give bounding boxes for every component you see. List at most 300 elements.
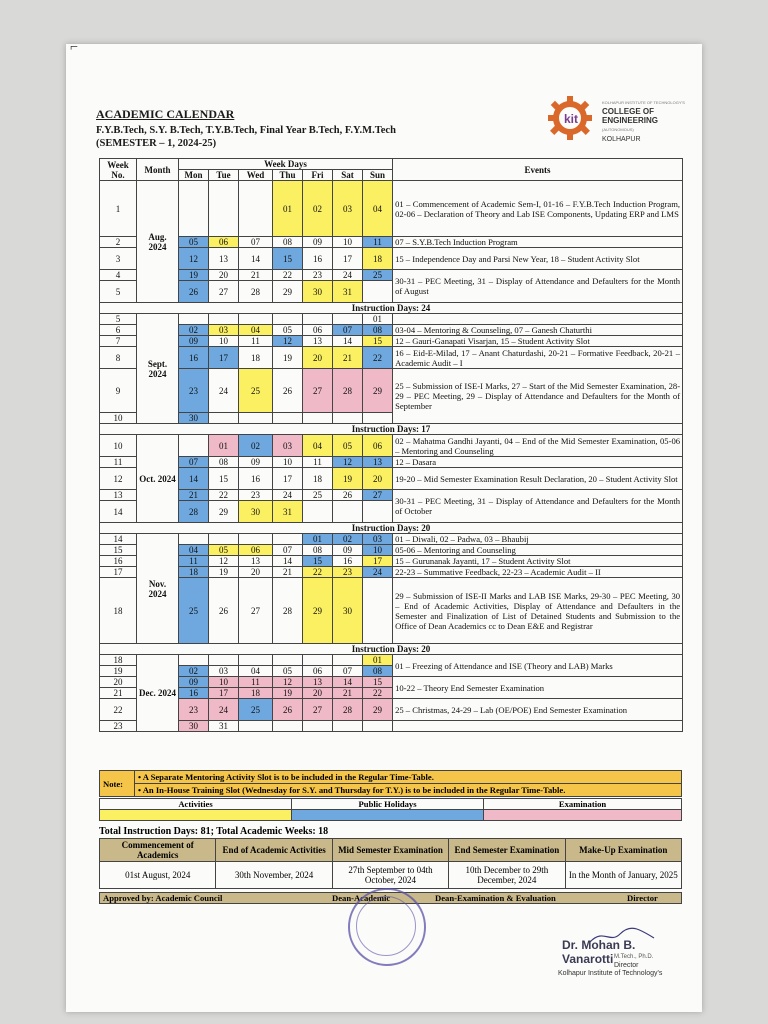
day-cell: 24: [363, 567, 393, 578]
day-cell: 04: [239, 666, 273, 677]
day-cell: 28: [273, 578, 303, 644]
day-cell: 24: [209, 699, 239, 721]
day-cell: 17: [363, 556, 393, 567]
day-cell: 04: [239, 325, 273, 336]
day-cell: 27: [303, 369, 333, 413]
week-number: 14: [100, 534, 137, 545]
day-cell: [333, 314, 363, 325]
logo-line4: (AUTONOMOUS): [602, 127, 634, 132]
event-text: 12 – Dasara: [393, 457, 683, 468]
day-cell: [209, 655, 239, 666]
day-cell: [239, 314, 273, 325]
day-cell: 08: [209, 457, 239, 468]
day-cell: [179, 314, 209, 325]
day-cell: 07: [333, 666, 363, 677]
day-cell: [363, 721, 393, 732]
month-name: Sept. 2024: [137, 314, 179, 424]
day-cell: 03: [209, 325, 239, 336]
day-cell: 20: [303, 347, 333, 369]
month-name: Aug. 2024: [137, 181, 179, 303]
kd-val-mid-sem: 27th September to 04th October, 2024: [332, 862, 448, 889]
day-cell: [209, 314, 239, 325]
week-number: 5: [100, 281, 137, 303]
day-cell: 04: [363, 181, 393, 237]
note-box: [99, 770, 682, 797]
day-cell: 19: [273, 347, 303, 369]
day-cell: 01: [209, 435, 239, 457]
col-fri: Fri: [303, 170, 333, 181]
day-cell: 06: [363, 435, 393, 457]
day-cell: 25: [239, 699, 273, 721]
table-row: [100, 721, 683, 732]
day-cell: 10: [209, 677, 239, 688]
day-cell: [363, 501, 393, 523]
legend-exam-swatch: [484, 810, 682, 821]
table-row: [100, 314, 683, 325]
kd-head-end-sem: End Semester Examination: [449, 839, 565, 862]
day-cell: 12: [179, 248, 209, 270]
day-cell: 07: [179, 457, 209, 468]
table-row: [100, 347, 683, 369]
day-cell: 25: [303, 490, 333, 501]
day-cell: 03: [333, 181, 363, 237]
legend-activities-swatch: [100, 810, 292, 821]
day-cell: 20: [209, 270, 239, 281]
instruction-days-row: [100, 303, 683, 314]
programs-line: F.Y.B.Tech, S.Y. B.Tech, T.Y.B.Tech, Final Year B.Tech, F.Y.M.Tech: [96, 125, 396, 136]
day-cell: 12: [209, 556, 239, 567]
day-cell: 21: [179, 490, 209, 501]
day-cell: 21: [333, 347, 363, 369]
day-cell: 29: [209, 501, 239, 523]
day-cell: [179, 655, 209, 666]
day-cell: [179, 534, 209, 545]
day-cell: 18: [303, 468, 333, 490]
week-number: 12: [100, 468, 137, 490]
day-cell: 21: [333, 688, 363, 699]
day-cell: 18: [179, 567, 209, 578]
day-cell: 06: [239, 545, 273, 556]
kd-val-end-activities: 30th November, 2024: [216, 862, 332, 889]
kd-val-end-sem: 10th December to 29th December, 2024: [449, 862, 565, 889]
event-text: 07 – S.Y.B.Tech Induction Program: [393, 237, 683, 248]
day-cell: 07: [333, 325, 363, 336]
day-cell: 05: [273, 666, 303, 677]
week-number: 19: [100, 666, 137, 677]
table-row: [100, 237, 683, 248]
page-title: ACADEMIC CALENDAR: [96, 107, 235, 121]
week-number: 23: [100, 721, 137, 732]
table-row: [100, 270, 683, 281]
day-cell: 05: [209, 545, 239, 556]
event-text: 30-31 – PEC Meeting, 31 – Display of Attendance and Defaulters for the Month of August: [393, 270, 683, 303]
day-cell: 05: [179, 237, 209, 248]
day-cell: 07: [273, 545, 303, 556]
day-cell: 12: [273, 677, 303, 688]
day-cell: [239, 721, 273, 732]
day-cell: 06: [209, 237, 239, 248]
day-cell: 19: [273, 688, 303, 699]
table-row: [100, 699, 683, 721]
day-cell: 24: [273, 490, 303, 501]
day-cell: 20: [303, 688, 333, 699]
day-cell: 16: [179, 347, 209, 369]
day-cell: 30: [239, 501, 273, 523]
note-line-1: • A Separate Mentoring Activity Slot is to be included in the Regular Time-Table.: [135, 771, 682, 784]
event-text: 12 – Gauri-Ganapati Visarjan, 15 – Student Activity Slot: [393, 336, 683, 347]
legend-activities-label: Activities: [100, 799, 292, 810]
day-cell: 23: [333, 567, 363, 578]
day-cell: [363, 413, 393, 424]
director-designation: Director: [614, 962, 639, 969]
event-text: 25 – Christmas, 24-29 – Lab (OE/POE) End Semester Examination: [393, 699, 683, 721]
instruction-days: Instruction Days: 20: [100, 523, 683, 534]
day-cell: 06: [303, 325, 333, 336]
event-text: 01 – Freezing of Attendance and ISE (Theory and LAB) Marks: [393, 655, 683, 677]
week-number: 15: [100, 545, 137, 556]
day-cell: 26: [273, 699, 303, 721]
day-cell: 17: [209, 347, 239, 369]
day-cell: [363, 281, 393, 303]
day-cell: 13: [303, 336, 333, 347]
week-number: 9: [100, 369, 137, 413]
logo-line2: COLLEGE OF: [602, 107, 654, 116]
day-cell: 31: [209, 721, 239, 732]
table-row: [100, 468, 683, 490]
day-cell: 02: [333, 534, 363, 545]
note-line-2: • An In-House Training Slot (Wednesday for S.Y. and Thursday for T.Y.) is to be included in the Regular Time-Table.: [135, 784, 682, 797]
day-cell: 30: [333, 578, 363, 644]
day-cell: 12: [273, 336, 303, 347]
col-week: Week No.: [100, 159, 137, 181]
day-cell: 05: [273, 325, 303, 336]
day-cell: 09: [333, 545, 363, 556]
day-cell: 10: [273, 457, 303, 468]
col-sun: Sun: [363, 170, 393, 181]
day-cell: 20: [363, 468, 393, 490]
day-cell: [179, 181, 209, 237]
day-cell: 14: [273, 556, 303, 567]
day-cell: 20: [239, 567, 273, 578]
event-text: [393, 721, 683, 732]
week-number: 20: [100, 677, 137, 688]
day-cell: 14: [333, 336, 363, 347]
day-cell: 19: [333, 468, 363, 490]
week-number: 14: [100, 501, 137, 523]
day-cell: 25: [179, 578, 209, 644]
day-cell: 11: [239, 336, 273, 347]
day-cell: 28: [239, 281, 273, 303]
week-number: 6: [100, 325, 137, 336]
day-cell: 19: [179, 270, 209, 281]
event-text: 05-06 – Mentoring and Counseling: [393, 545, 683, 556]
week-number: 3: [100, 248, 137, 270]
week-number: 8: [100, 347, 137, 369]
day-cell: [239, 655, 273, 666]
day-cell: 13: [239, 556, 273, 567]
day-cell: 22: [303, 567, 333, 578]
kd-head-end-activities: End of Academic Activities: [216, 839, 332, 862]
note-text-2: An In-House Training Slot (Wednesday for S.Y. and Thursday for T.Y.) is to be included in the Regular Time-Table.: [142, 785, 566, 795]
week-number: 17: [100, 567, 137, 578]
day-cell: 15: [363, 336, 393, 347]
table-row: [100, 578, 683, 644]
table-row: [100, 545, 683, 556]
day-cell: 04: [303, 435, 333, 457]
kd-head-makeup: Make-Up Examination: [565, 839, 681, 862]
legend-holidays-label: Public Holidays: [292, 799, 484, 810]
day-cell: 04: [179, 545, 209, 556]
day-cell: 22: [209, 490, 239, 501]
day-cell: 24: [333, 270, 363, 281]
day-cell: 03: [273, 435, 303, 457]
day-cell: 25: [239, 369, 273, 413]
legend-exam-label: Examination: [484, 799, 682, 810]
note-label: Note:: [100, 771, 135, 797]
day-cell: 12: [333, 457, 363, 468]
week-number: 4: [100, 270, 137, 281]
day-cell: 11: [303, 457, 333, 468]
week-number: 11: [100, 457, 137, 468]
week-number: 18: [100, 655, 137, 666]
week-number: 18: [100, 578, 137, 644]
day-cell: 16: [303, 248, 333, 270]
day-cell: 27: [363, 490, 393, 501]
day-cell: 26: [209, 578, 239, 644]
day-cell: [303, 314, 333, 325]
event-text: 01 – Diwali, 02 – Padwa, 03 – Bhaubij: [393, 534, 683, 545]
day-cell: 18: [363, 248, 393, 270]
event-text: [393, 314, 683, 325]
week-number: 1: [100, 181, 137, 237]
event-text: 15 – Independence Day and Parsi New Year, 18 – Student Activity Slot: [393, 248, 683, 270]
day-cell: 02: [179, 325, 209, 336]
day-cell: 26: [333, 490, 363, 501]
day-cell: 02: [239, 435, 273, 457]
college-logo: [548, 96, 688, 142]
director-name: Dr. Mohan B. Vanarotti: [562, 938, 636, 966]
day-cell: [303, 501, 333, 523]
day-cell: [273, 413, 303, 424]
day-cell: 10: [333, 237, 363, 248]
day-cell: 26: [273, 369, 303, 413]
week-number: 21: [100, 688, 137, 699]
col-tue: Tue: [209, 170, 239, 181]
event-text: 01 – Commencement of Academic Sem-I, 01-16 – F.Y.B.Tech Induction Program, 02-06 – Declaration of Theory and Lab ISE Components, Updating ERP and LMS: [393, 181, 683, 237]
day-cell: [333, 655, 363, 666]
event-text: 02 – Mahatma Gandhi Jayanti, 04 – End of the Mid Semester Examination, 05-06 – Mentoring and Counseling: [393, 435, 683, 457]
day-cell: [239, 534, 273, 545]
day-cell: 09: [303, 237, 333, 248]
day-cell: 09: [179, 677, 209, 688]
director-qualification: M.Tech., Ph.D.: [614, 954, 654, 960]
day-cell: 09: [239, 457, 273, 468]
dean-academic: Dean-Academic: [332, 893, 391, 903]
instruction-days-row: [100, 523, 683, 534]
event-text: 19-20 – Mid Semester Examination Result Declaration, 20 – Student Activity Slot: [393, 468, 683, 490]
day-cell: 10: [209, 336, 239, 347]
day-cell: 29: [363, 699, 393, 721]
day-cell: 13: [209, 248, 239, 270]
day-cell: 14: [333, 677, 363, 688]
table-row: [100, 369, 683, 413]
day-cell: [303, 413, 333, 424]
day-cell: 15: [363, 677, 393, 688]
day-cell: 02: [303, 181, 333, 237]
day-cell: 27: [239, 578, 273, 644]
col-events: Events: [393, 159, 683, 181]
day-cell: 21: [273, 567, 303, 578]
week-number: 5: [100, 314, 137, 325]
day-cell: 09: [179, 336, 209, 347]
day-cell: 28: [179, 501, 209, 523]
event-text: 25 – Submission of ISE-I Marks, 27 – Start of the Mid Semester Examination, 28-29 – PEC Meeting, 29 – Display of Attendance and Defaulters for the Month of September: [393, 369, 683, 424]
day-cell: 15: [303, 556, 333, 567]
instruction-days: Instruction Days: 17: [100, 424, 683, 435]
table-row: [100, 567, 683, 578]
day-cell: [273, 721, 303, 732]
col-wed: Wed: [239, 170, 273, 181]
day-cell: 11: [363, 237, 393, 248]
month-name: Nov. 2024: [137, 534, 179, 644]
week-number: 13: [100, 490, 137, 501]
day-cell: [239, 181, 273, 237]
logo-line3: ENGINEERING: [602, 116, 659, 125]
day-cell: 11: [179, 556, 209, 567]
day-cell: 24: [209, 369, 239, 413]
day-cell: 22: [363, 688, 393, 699]
table-row: [100, 534, 683, 545]
col-sat: Sat: [333, 170, 363, 181]
day-cell: 02: [179, 666, 209, 677]
day-cell: 01: [363, 655, 393, 666]
instruction-days-row: [100, 644, 683, 655]
week-number: 2: [100, 237, 137, 248]
instruction-days: Instruction Days: 20: [100, 644, 683, 655]
table-row: [100, 655, 683, 666]
day-cell: 14: [179, 468, 209, 490]
table-row: [100, 181, 683, 237]
gear-logo-icon: [548, 96, 592, 140]
day-cell: 08: [303, 545, 333, 556]
day-cell: 08: [363, 666, 393, 677]
day-cell: 31: [333, 281, 363, 303]
scan-mark: ⌐: [70, 40, 78, 55]
day-cell: 08: [273, 237, 303, 248]
day-cell: [363, 578, 393, 644]
day-cell: 21: [239, 270, 273, 281]
totals-line: Total Instruction Days: 81; Total Academic Weeks: 18: [99, 826, 329, 837]
kd-head-mid-sem: Mid Semester Examination: [332, 839, 448, 862]
logo-line5: KOLHAPUR: [602, 136, 641, 143]
day-cell: 13: [303, 677, 333, 688]
day-cell: 05: [333, 435, 363, 457]
day-cell: [209, 534, 239, 545]
table-row: [100, 677, 683, 688]
day-cell: 16: [333, 556, 363, 567]
day-cell: 13: [363, 457, 393, 468]
key-dates-table: [99, 838, 682, 889]
day-cell: 29: [363, 369, 393, 413]
day-cell: 26: [179, 281, 209, 303]
event-text: 03-04 – Mentoring & Counseling, 07 – Ganesh Chaturthi: [393, 325, 683, 336]
week-number: 10: [100, 413, 137, 424]
director-signature: [528, 926, 688, 984]
day-cell: 29: [303, 578, 333, 644]
kd-val-commencement: 01st August, 2024: [100, 862, 216, 889]
approved-by: Approved by: Academic Council: [103, 893, 223, 903]
day-cell: 30: [179, 413, 209, 424]
day-cell: 17: [333, 248, 363, 270]
day-cell: 07: [239, 237, 273, 248]
week-number: 22: [100, 699, 137, 721]
director-label: Director: [627, 893, 658, 903]
day-cell: 23: [179, 699, 209, 721]
table-row: [100, 325, 683, 336]
week-number: 10: [100, 435, 137, 457]
day-cell: [333, 413, 363, 424]
day-cell: 17: [273, 468, 303, 490]
month-name: Oct. 2024: [137, 435, 179, 523]
day-cell: 19: [209, 567, 239, 578]
day-cell: [333, 721, 363, 732]
day-cell: 18: [239, 688, 273, 699]
day-cell: 16: [179, 688, 209, 699]
color-legend: [99, 798, 682, 821]
day-cell: 27: [209, 281, 239, 303]
day-cell: 11: [239, 677, 273, 688]
svg-text:kit: kit: [564, 112, 579, 126]
day-cell: [303, 655, 333, 666]
day-cell: [273, 314, 303, 325]
kd-val-makeup: In the Month of January, 2025: [565, 862, 681, 889]
event-text: 16 – Eid-E-Milad, 17 – Anant Chaturdashi, 20-21 – Formative Feedback, 20-21 – Academic Audit – I: [393, 347, 683, 369]
table-row: [100, 248, 683, 270]
kd-head-commencement: Commencement of Academics: [100, 839, 216, 862]
day-cell: [333, 501, 363, 523]
day-cell: [179, 435, 209, 457]
day-cell: 30: [179, 721, 209, 732]
day-cell: 23: [303, 270, 333, 281]
table-row: [100, 435, 683, 457]
day-cell: [209, 181, 239, 237]
col-weekdays: Week Days: [179, 159, 393, 170]
calendar-table: [99, 158, 683, 732]
col-thu: Thu: [273, 170, 303, 181]
day-cell: 01: [273, 181, 303, 237]
week-number: 16: [100, 556, 137, 567]
calendar-header: [96, 107, 396, 149]
col-month: Month: [137, 159, 179, 181]
note-text-1: A Separate Mentoring Activity Slot is to be included in the Regular Time-Table.: [142, 772, 434, 782]
day-cell: 14: [239, 248, 273, 270]
day-cell: 06: [303, 666, 333, 677]
day-cell: [273, 534, 303, 545]
event-text: 10-22 – Theory End Semester Examination: [393, 677, 683, 699]
day-cell: [273, 655, 303, 666]
month-name: Dec. 2024: [137, 655, 179, 732]
day-cell: 08: [363, 325, 393, 336]
day-cell: 30: [303, 281, 333, 303]
day-cell: 23: [239, 490, 273, 501]
director-institute: Kolhapur Institute of Technology's: [558, 970, 663, 977]
logo-line1: KOLHAPUR INSTITUTE OF TECHNOLOGY'S: [602, 100, 685, 105]
day-cell: 27: [303, 699, 333, 721]
day-cell: 28: [333, 699, 363, 721]
table-row: [100, 336, 683, 347]
instruction-days: Instruction Days: 24: [100, 303, 683, 314]
day-cell: 17: [209, 688, 239, 699]
